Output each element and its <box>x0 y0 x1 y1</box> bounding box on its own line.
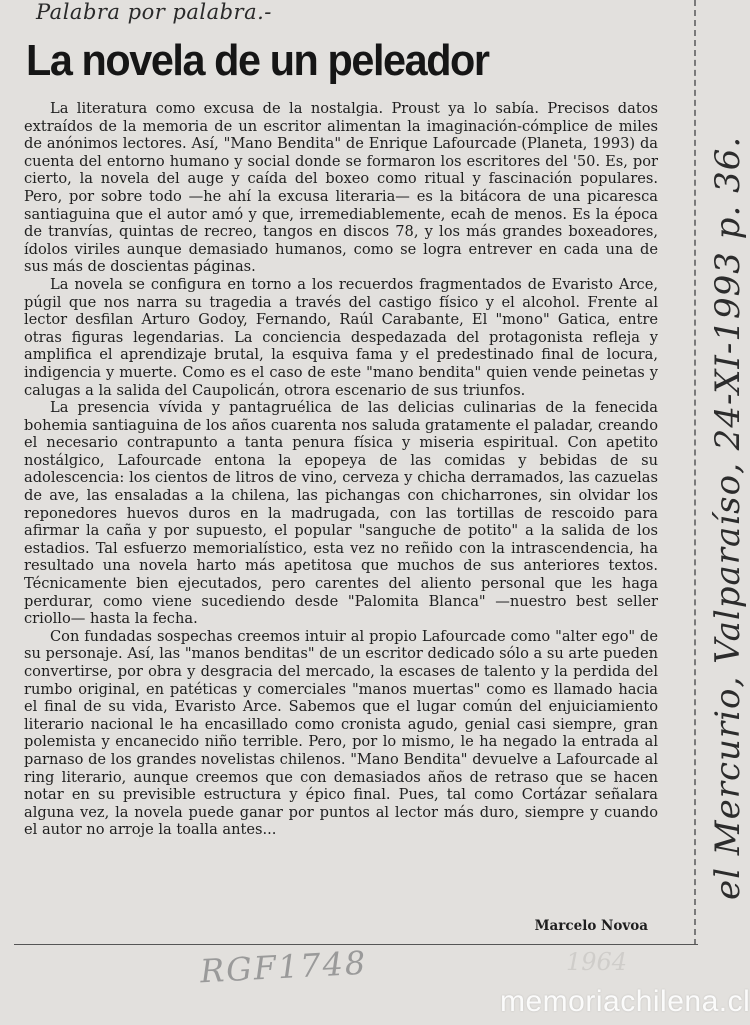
watermark: memoriachilena.cl <box>500 985 750 1018</box>
author-byline: Marcelo Novoa <box>534 918 648 934</box>
paragraph: Con fundadas sospechas creemos intuir al propio Lafourcade como "alter ego" de su personaje. Así, las "manos benditas" de un escritor dedicado sólo a su arte pueden convertirse, por obra y desgracia del mercado, la escases de talento y la perdida del rumbo original, en patéticas y comerciales "manos muertas" como es llamado hacia el final de su vida, Evaristo Arce. Sabemos que el lugar común del enjuiciamiento literario nacional le ha encasillado como cronista agudo, genial casi siempre, gran polemista y encanecido niño terrible. Pero, por lo mismo, le ha negado la entrada al parnaso de los grandes novelistas chilenos. "Mano Bendita" devuelve a Lafourcade al ring literario, aunque creemos que con demasiados años de retraso que se hacen notar en su previsible estructura y épico final. Pues, tal como Cortázar señalara alguna vez, la novela puede ganar por puntos al lector más duro, siempre y cuando el autor no arroje la toalla antes... <box>24 627 658 839</box>
handwritten-source-note: el Mercurio, Valparaíso, 24-XI-1993 p. 36. <box>708 135 748 900</box>
article-title: La novela de un peleador <box>26 36 489 85</box>
paragraph: La presencia vívida y pantagruélica de las delicias culinarias de la fenecida bohemia santiaguina de los años cuarenta nos saluda gratamente el paladar, creando el necesario contrapunto a tanta penura física y miseria espiritual. Con apetito nostálgico, Lafourcade entona la epopeya de las comidas y bebidas de su adolescencia: los cientos de litros de vino, cerveza y chicha derramados, las cazuelas de ave, las ensaladas a la chilena, las pichangas con chicharrones, sin olvidar los reponedores huevos duros en la madrugada, con las tortillas de rescoido para afirmar la caña y por supuesto, el popular "sanguche de potito" a la salida de los estadios. Tal esfuerzo memorialístico, esta vez no reñido con la intrascendencia, ha resultado una novela harto más apetitosa que muchos de sus anteriores textos. Técnicamente bien ejecutados, pero carentes del aliento personal que les haga perdurar, como viene sucediendo desde "Palomita Blanca" —nuestro best seller criollo— hasta la fecha. <box>24 399 658 628</box>
archive-stamp: RGF1748 <box>199 943 369 991</box>
article-body <box>24 100 658 839</box>
paragraph: La literatura como excusa de la nostalgia. Proust ya lo sabía. Precisos datos extraídos de la memoria de un escritor alimentan la imaginación-cómplice de miles de anónimos lectores. Así, "Mano Bendita" de Enrique Lafourcade (Planeta, 1993) da cuenta del entorno humano y social donde se formaron los escritores del '50. Es, por cierto, la novela del auge y caída del boxeo como ritual y fascinación populares. Pero, por sobre todo —he ahí la excusa literaria— es la bitácora de una picaresca santiaguina que el autor amó y que, irremediablemente, ecah de menos. Es la época de tranvías, quintas de recreo, tangos en discos 78, y los más grandes boxeadores, ídolos viriles aunque demasiado humanos, como se logra entrever en cada una de sus más de doscientas páginas. <box>24 100 658 276</box>
section-heading: Palabra por palabra.- <box>36 0 272 24</box>
faint-stamp: 1964 <box>566 948 628 976</box>
paragraph: La novela se configura en torno a los recuerdos fragmentados de Evaristo Arce, púgil que nos narra su tragedia a través del castigo físico y el alcohol. Frente al lector desfilan Arturo Godoy, Fernando, Raúl Carabante, El "mono" Gatica, entre otras figuras legendarias. La conciencia despedazada del protagonista refleja y amplifica el aprendizaje brutal, la esquiva fama y el predestinado final de locura, indigencia y muerte. Como es el caso de este "mano bendita" quien vende peinetas y calugas a la salida del Caupolicán, otrora escenario de sus triunfos. <box>24 275 658 399</box>
